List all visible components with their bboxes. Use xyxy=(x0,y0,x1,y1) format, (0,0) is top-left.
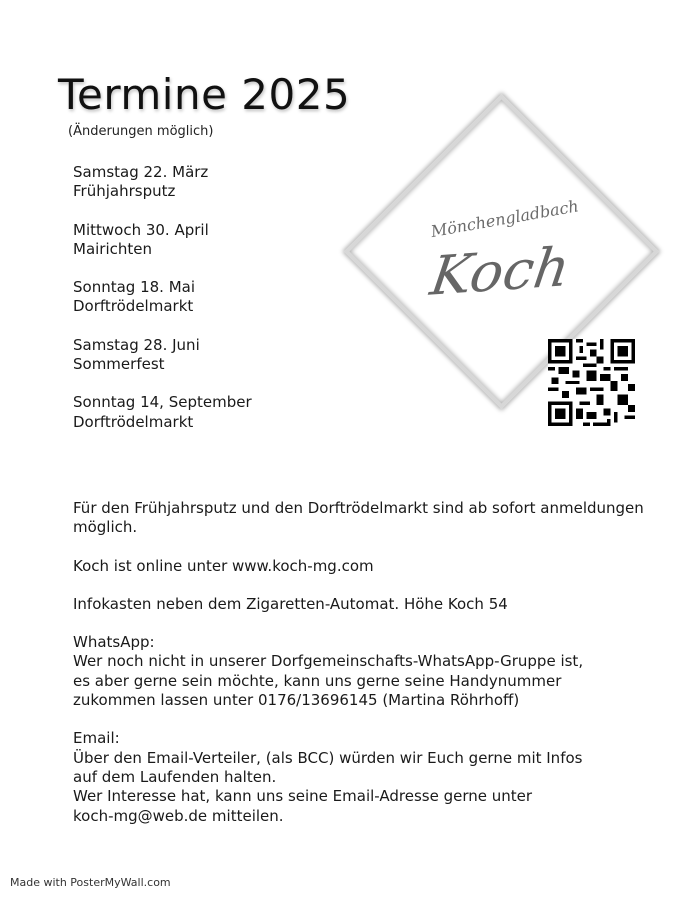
event-date: Sonntag 18. Mai xyxy=(73,278,195,297)
email-heading: Email: xyxy=(73,729,120,748)
logo-location-text: Mönchengladbach xyxy=(429,196,580,242)
email-block xyxy=(73,729,653,825)
footer-credit[interactable]: Made with PosterMyWall.com xyxy=(10,876,171,889)
online-text: Koch ist online unter www.koch-mg.com xyxy=(73,556,374,575)
infobox-text: Infokasten neben dem Zigaretten-Automat. Höhe Koch 54 xyxy=(73,594,508,613)
logo-main-text: Koch xyxy=(426,235,574,308)
event-item xyxy=(73,278,343,317)
event-name: Sommerfest xyxy=(73,355,165,374)
event-item xyxy=(73,336,343,375)
event-name: Mairichten xyxy=(73,239,153,258)
page-subtitle: (Änderungen möglich) xyxy=(68,124,214,139)
whatsapp-line: es aber gerne sein möchte, kann uns gerne seine Handynummer xyxy=(73,671,562,690)
event-item xyxy=(73,393,343,432)
email-line: Über den Email-Verteiler, (als BCC) würden wir Euch gerne mit Infos xyxy=(73,748,583,767)
info-section xyxy=(73,499,653,845)
event-date: Sonntag 14, September xyxy=(73,393,252,412)
whatsapp-line: zukommen lassen unter 0176/13696145 (Martina Röhrhoff) xyxy=(73,691,520,710)
event-date: Mittwoch 30. April xyxy=(73,220,209,239)
page-title: Termine 2025 xyxy=(58,70,351,119)
whatsapp-line: Wer noch nicht in unserer Dorfgemeinschafts-WhatsApp-Gruppe ist, xyxy=(73,652,584,671)
email-line: koch-mg@web.de mitteilen. xyxy=(73,806,284,825)
email-line: Wer Interesse hat, kann uns seine Email-Adresse gerne unter xyxy=(73,787,533,806)
event-list xyxy=(73,163,343,451)
whatsapp-heading: WhatsApp: xyxy=(73,633,155,652)
event-item xyxy=(73,221,343,260)
whatsapp-block xyxy=(73,633,653,710)
qr-code-icon[interactable] xyxy=(548,339,635,426)
event-date: Samstag 22. März xyxy=(73,163,209,181)
email-line: auf dem Laufenden halten. xyxy=(73,767,277,786)
event-date: Samstag 28. Juni xyxy=(73,335,200,354)
event-name: Frühjahrsputz xyxy=(73,182,176,201)
event-item xyxy=(73,163,343,202)
event-name: Dorftrödelmarkt xyxy=(73,297,194,316)
event-name: Dorftrödelmarkt xyxy=(73,412,194,431)
registration-text: Für den Frühjahrsputz und den Dorftrödelmarkt sind ab sofort anmeldungen möglich. xyxy=(73,499,644,537)
